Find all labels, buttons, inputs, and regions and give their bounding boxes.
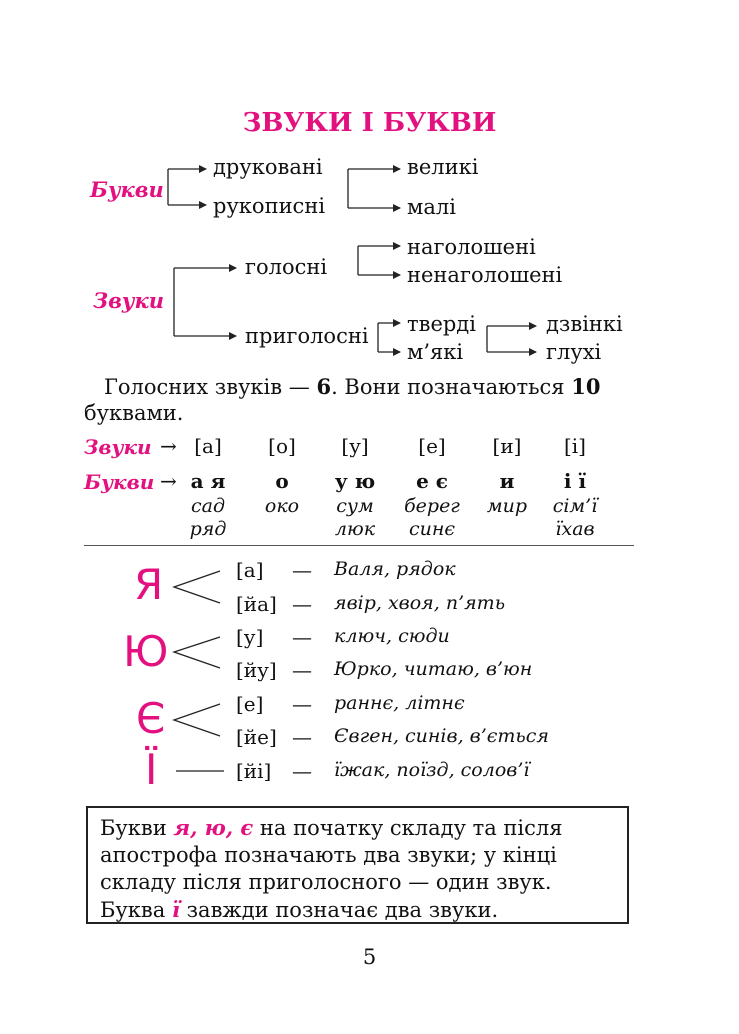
lowercase-label: малі: [407, 195, 456, 219]
vowels-label: голосні: [245, 255, 328, 279]
stressed-label: наголошені: [407, 235, 536, 259]
printed-label: друковані: [213, 155, 323, 179]
table-sound: [и]: [492, 434, 522, 458]
table-example-1: сум: [336, 495, 374, 517]
voiced-label: дзвінкі: [546, 312, 623, 336]
intro-count-sounds: 6: [316, 374, 332, 399]
table-letters: і ї: [563, 469, 587, 493]
table-example-2: люк: [334, 518, 376, 540]
letters-root-label: Букви: [90, 177, 164, 202]
iotated-examples: явір, хвоя, п’ять: [334, 592, 506, 614]
table-example-1: сім’ї: [552, 495, 598, 517]
letter-yu: Ю: [123, 627, 169, 676]
iotated-dash: —: [292, 759, 312, 783]
iotated-sound: [йе]: [236, 725, 277, 749]
iotated-dash: —: [292, 625, 312, 649]
intro-part2: . Вони позначаються: [331, 375, 572, 399]
intro-count-letters: 10: [571, 374, 601, 399]
iotated-dash: —: [292, 558, 312, 582]
iotated-dash: —: [292, 658, 312, 682]
soft-label: м’які: [407, 340, 464, 364]
table-example-2: ряд: [189, 518, 227, 540]
iotated-dash: —: [292, 725, 312, 749]
table-letters-arrow: →: [160, 469, 177, 493]
handwritten-label: рукописні: [213, 194, 326, 218]
table-example-2: синє: [408, 518, 456, 540]
letter-ye: Є: [136, 694, 166, 743]
table-example-1: мир: [486, 495, 528, 517]
hard-label: тверді: [407, 312, 476, 336]
table-letters: а я: [190, 469, 226, 493]
table-example-2: їхав: [555, 518, 595, 540]
intro-part3: буквами.: [84, 401, 184, 425]
table-letters: е є: [416, 469, 448, 493]
table-letters: о: [275, 469, 289, 493]
table-example-1: берег: [404, 495, 460, 517]
table-sound: [о]: [268, 434, 296, 458]
rule-p1-end: на початку складу та після апострофа позначають два звуки; у кінці складу після приголосного — один звук.: [100, 816, 563, 894]
page-number: 5: [362, 945, 377, 969]
iotated-examples: Євген, синів, в’ється: [334, 725, 549, 747]
letter-ya: Я: [134, 560, 164, 609]
rule-p2-start: Буква: [100, 898, 172, 922]
iotated-examples: Валя, рядок: [334, 558, 456, 580]
table-sound: [а]: [194, 434, 222, 458]
iotated-examples: Юрко, читаю, в’юн: [334, 658, 533, 680]
intro-part1: Голосних звуків —: [104, 375, 317, 399]
rule-box: [86, 806, 629, 924]
table-sound: [і]: [563, 434, 586, 458]
rule-letters: я, ю, є: [173, 815, 254, 840]
sounds-root-label: Звуки: [93, 288, 164, 313]
iotated-sound: [йа]: [236, 592, 277, 616]
rule-paragraph-2: [100, 896, 615, 924]
table-sounds-arrow: →: [160, 434, 177, 458]
rule-letter-yi: ї: [171, 897, 180, 922]
iotated-dash: —: [292, 692, 312, 716]
consonants-label: приголосні: [245, 324, 369, 348]
iotated-sound: [а]: [236, 558, 264, 582]
unstressed-label: ненаголошені: [407, 263, 563, 287]
page-title: ЗВУКИ І БУКВИ: [242, 108, 497, 138]
rule-p2-end: завжди позначає два звуки.: [179, 898, 499, 922]
intro-paragraph: [84, 374, 644, 426]
iotated-sound: [йу]: [236, 658, 277, 682]
iotated-examples: ключ, сюди: [334, 625, 450, 647]
divider: [84, 545, 634, 546]
uppercase-label: великі: [407, 155, 479, 179]
iotated-sound: [е]: [236, 692, 264, 716]
table-letters: у ю: [334, 469, 376, 493]
voiceless-label: глухі: [546, 340, 602, 364]
rule-p1-start: Букви: [100, 816, 174, 840]
table-sound: [у]: [341, 434, 369, 458]
table-letters: и: [499, 469, 515, 493]
table-example-1: сад: [190, 495, 225, 517]
table-sound: [е]: [418, 434, 446, 458]
letter-yi: Ї: [145, 745, 158, 794]
table-example-1: око: [264, 495, 300, 517]
iotated-sound: [йі]: [236, 759, 272, 783]
rule-paragraph-1: [100, 814, 615, 896]
iotated-dash: —: [292, 592, 312, 616]
table-sounds-label: Звуки: [84, 435, 152, 459]
iotated-sound: [у]: [236, 625, 264, 649]
iotated-examples: раннє, літнє: [334, 692, 465, 714]
table-letters-label: Букви: [84, 470, 155, 494]
iotated-examples: їжак, поїзд, солов’ї: [334, 759, 530, 781]
